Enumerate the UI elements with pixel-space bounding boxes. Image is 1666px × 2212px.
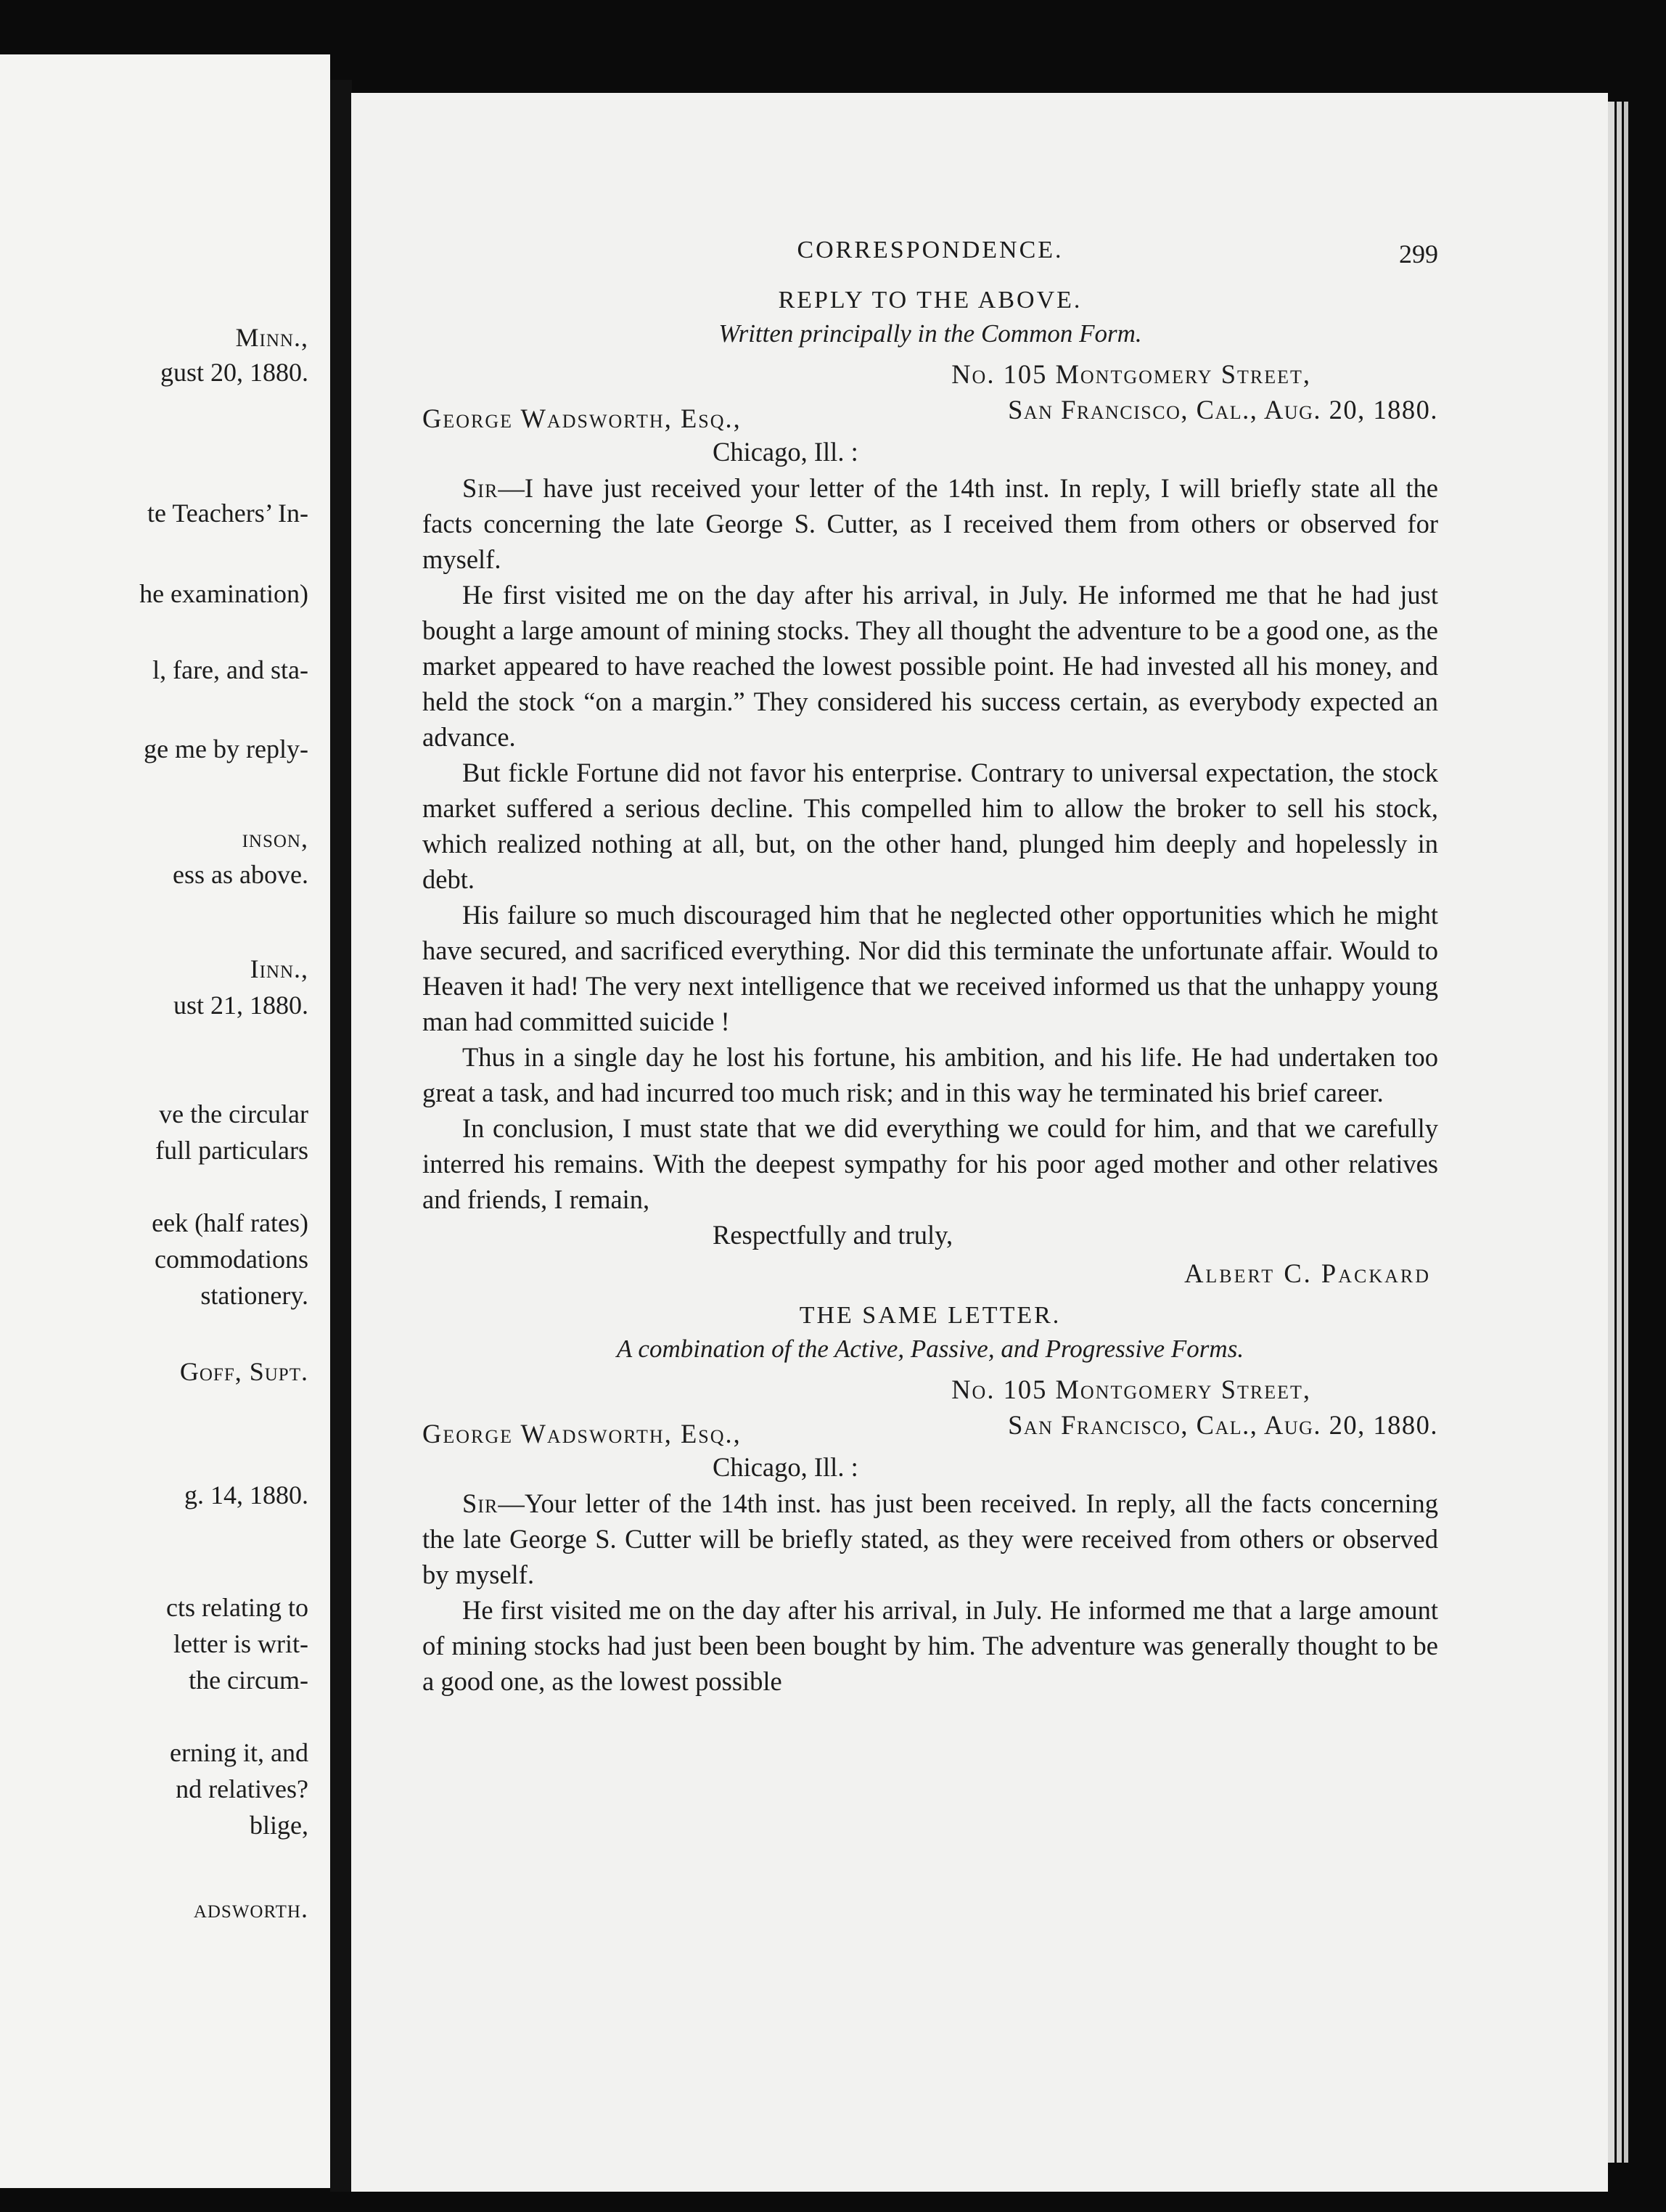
running-head-title: CORRESPONDENCE. bbox=[797, 237, 1064, 263]
left-page-text: gust 20, 1880. bbox=[160, 358, 308, 387]
recipient-name: George Wadsworth, Esq., bbox=[422, 1419, 742, 1449]
left-page-text: stationery. bbox=[200, 1281, 308, 1310]
letter-paragraph bbox=[422, 470, 1438, 577]
letter-closing: Respectfully and truly, bbox=[713, 1220, 953, 1250]
left-page-text: adsworth. bbox=[193, 1894, 308, 1923]
left-page-text: Minn., bbox=[235, 323, 308, 352]
left-page-text: he examination) bbox=[139, 579, 308, 608]
page-edge bbox=[1624, 102, 1628, 2163]
left-page-text: Iinn., bbox=[250, 954, 308, 983]
left-page-text: the circum- bbox=[189, 1666, 308, 1695]
letter-paragraph: Thus in a single day he lost his fortune, his ambition, and his life. He had undertaken too great a task, and had incurred too much risk; and in this way he terminated his brief career. bbox=[422, 1042, 1438, 1107]
address-city-date: San Francisco, Cal., Aug. 20, 1880. bbox=[1008, 1410, 1438, 1440]
recipient-city: Chicago, Ill. : bbox=[713, 437, 858, 467]
left-page-text: letter is writ- bbox=[173, 1629, 308, 1658]
page-edge bbox=[1607, 102, 1614, 2163]
left-page-text: ust 21, 1880. bbox=[173, 991, 308, 1020]
left-page-text: Goff, Supt. bbox=[179, 1357, 308, 1386]
address-date-block bbox=[422, 393, 1438, 433]
sender-address: No. 105 Montgomery Street, bbox=[951, 359, 1311, 389]
letter-paragraph: In conclusion, I must state that we did everything we could for him, and that we carefully interred his remains. With the deepest sympathy for his poor aged mother and other relatives and friends, I remain, bbox=[422, 1113, 1438, 1214]
left-page-text: cts relating to bbox=[166, 1593, 308, 1622]
left-page bbox=[0, 54, 330, 2188]
address-date-block bbox=[422, 1409, 1438, 1449]
recipient-city: Chicago, Ill. : bbox=[713, 1452, 858, 1482]
sender-address: No. 105 Montgomery Street, bbox=[951, 1375, 1311, 1404]
salutation: Sir bbox=[462, 473, 498, 503]
left-page-text: ve the circular bbox=[159, 1099, 308, 1128]
left-page-text: full particulars bbox=[155, 1136, 308, 1165]
left-page-text: eek (half rates) bbox=[152, 1208, 308, 1237]
left-page-text: g. 14, 1880. bbox=[184, 1480, 308, 1510]
recipient-name: George Wadsworth, Esq., bbox=[422, 404, 742, 433]
book-spine bbox=[330, 80, 352, 2192]
letter-paragraph bbox=[422, 1486, 1438, 1592]
section-heading: THE SAME LETTER. bbox=[799, 1302, 1062, 1329]
left-page-text: ge me by reply- bbox=[144, 734, 308, 763]
letter-signature: Albert C. Packard bbox=[1184, 1258, 1431, 1288]
letter-paragraph: He first visited me on the day after his arrival, in July. He informed me that a large amount of mining stocks had just been been bought by him. The adventure was generally thought to be a good one, as the lowest possible bbox=[422, 1595, 1438, 1696]
text-column bbox=[422, 231, 1438, 1699]
left-page-text: ess as above. bbox=[173, 860, 308, 889]
page-edge bbox=[1617, 102, 1622, 2163]
letter-paragraph: He first visited me on the day after his arrival, in July. He informed me that he had just bought a large amount of mining stocks. They all thought the adventure to be a good one, as the market appeared to have reached the lowest possible point. He had invested all his money, and held the stock “on a margin.” They considered his success certain, as everybody expected an advance. bbox=[422, 580, 1438, 752]
left-page-text: blige, bbox=[250, 1811, 308, 1840]
section-subheading: A combination of the Active, Passive, and Progressive Forms. bbox=[616, 1335, 1244, 1363]
section-subheading: Written principally in the Common Form. bbox=[718, 319, 1142, 348]
paragraph-text: —I have just received your letter of the 14th inst. In reply, I will briefly state all the facts concerning the late George S. Cutter, as I received them from others or observed for myself. bbox=[422, 473, 1438, 574]
salutation: Sir bbox=[462, 1488, 498, 1518]
running-head bbox=[422, 231, 1438, 274]
left-page-text: inson, bbox=[242, 824, 308, 853]
right-page bbox=[351, 93, 1608, 2192]
left-page-text: te Teachers’ In- bbox=[147, 499, 308, 528]
left-page-text: commodations bbox=[155, 1245, 308, 1274]
letter-paragraph: His failure so much discouraged him that he neglected other opportunities which he might have secured, and sacrificed everything. Nor did this terminate the unfortunate affair. Would to Heaven it had! The very next intelligence that we received informed us that the unhappy young man had committed suicide ! bbox=[422, 900, 1438, 1036]
address-city-date: San Francisco, Cal., Aug. 20, 1880. bbox=[1008, 395, 1438, 425]
left-page-text: erning it, and bbox=[170, 1738, 308, 1767]
left-page-text: nd relatives? bbox=[176, 1774, 308, 1803]
page-number: 299 bbox=[1399, 239, 1438, 269]
section-heading: REPLY TO THE ABOVE. bbox=[778, 287, 1083, 314]
letter-paragraph: But fickle Fortune did not favor his enterprise. Contrary to universal expectation, the stock market suffered a serious decline. This compelled him to allow the broker to sell his stock, which realized nothing at all, but, on the other hand, plunged him deeply and hopelessly in debt. bbox=[422, 758, 1438, 894]
left-page-text: l, fare, and sta- bbox=[152, 655, 308, 684]
paragraph-text: —Your letter of the 14th inst. has just been received. In reply, all the facts concerning the late George S. Cutter will be briefly stated, as they were received from others or observed by myself. bbox=[422, 1488, 1438, 1589]
